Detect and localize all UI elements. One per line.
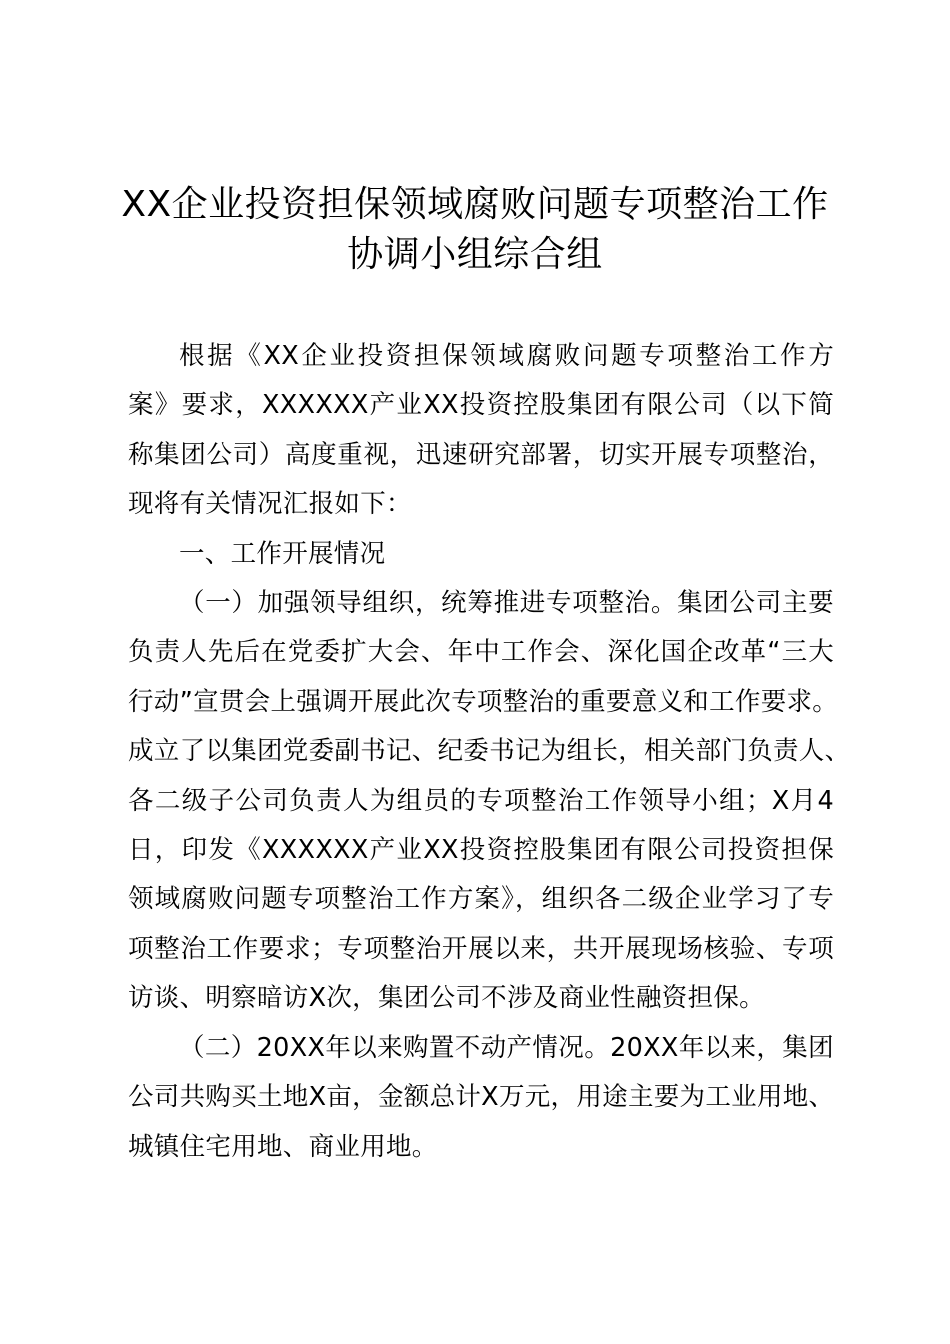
document-body [128, 332, 851, 1172]
paragraph-leadership [128, 579, 851, 1024]
text-line: （二）20XX年以来购置不动产情况。20XX年以来，集团 [179, 1032, 834, 1063]
text-line: 日，印发《XXXXXX产业XX投资控股集团有限公司投资担保 [128, 835, 834, 866]
text-line: 项整治工作要求；专项整治开展以来，共开展现场核验、专项 [128, 933, 834, 964]
text-line: 称集团公司）高度重视，迅速研究部署，切实开展专项整治， [128, 439, 834, 470]
text-line: 城镇住宅用地、商业用地。 [128, 1131, 438, 1162]
text-line: 案》要求，XXXXXX产业XX投资控股集团有限公司（以下简 [128, 390, 834, 421]
text-line: 负责人先后在党委扩大会、年中工作会、深化国企改革“三大 [128, 637, 834, 668]
text-line: 成立了以集团党委副书记、纪委书记为组长，相关部门负责人、 [128, 736, 851, 767]
text-line: 各二级子公司负责人为组员的专项整治工作领导小组；X月4 [128, 785, 834, 816]
text-line: 访谈、明察暗访X次，集团公司不涉及商业性融资担保。 [128, 983, 765, 1014]
title-line-2: 协调小组综合组 [347, 234, 603, 275]
text-line: 行动”宣贯会上强调开展此次专项整治的重要意义和工作要求。 [128, 686, 839, 717]
text-line: 根据《XX企业投资担保领域腐败问题专项整治工作方 [179, 341, 834, 371]
section-heading [128, 530, 834, 579]
text-line: 现将有关情况汇报如下： [128, 489, 412, 520]
paragraph-real-estate [128, 1024, 834, 1172]
document-title [120, 180, 830, 280]
text-line: 公司共购买土地X亩，金额总计X万元，用途主要为工业用地、 [128, 1082, 835, 1113]
paragraph-intro [128, 332, 834, 530]
text-line: 一、工作开展情况 [179, 538, 386, 569]
text-line: 领域腐败问题专项整治工作方案》，组织各二级企业学习了专 [128, 884, 834, 915]
title-line-1: XX企业投资担保领域腐败问题专项整治工作 [121, 184, 829, 225]
text-line: （一）加强领导组织，统筹推进专项整治。集团公司主要 [179, 588, 834, 619]
